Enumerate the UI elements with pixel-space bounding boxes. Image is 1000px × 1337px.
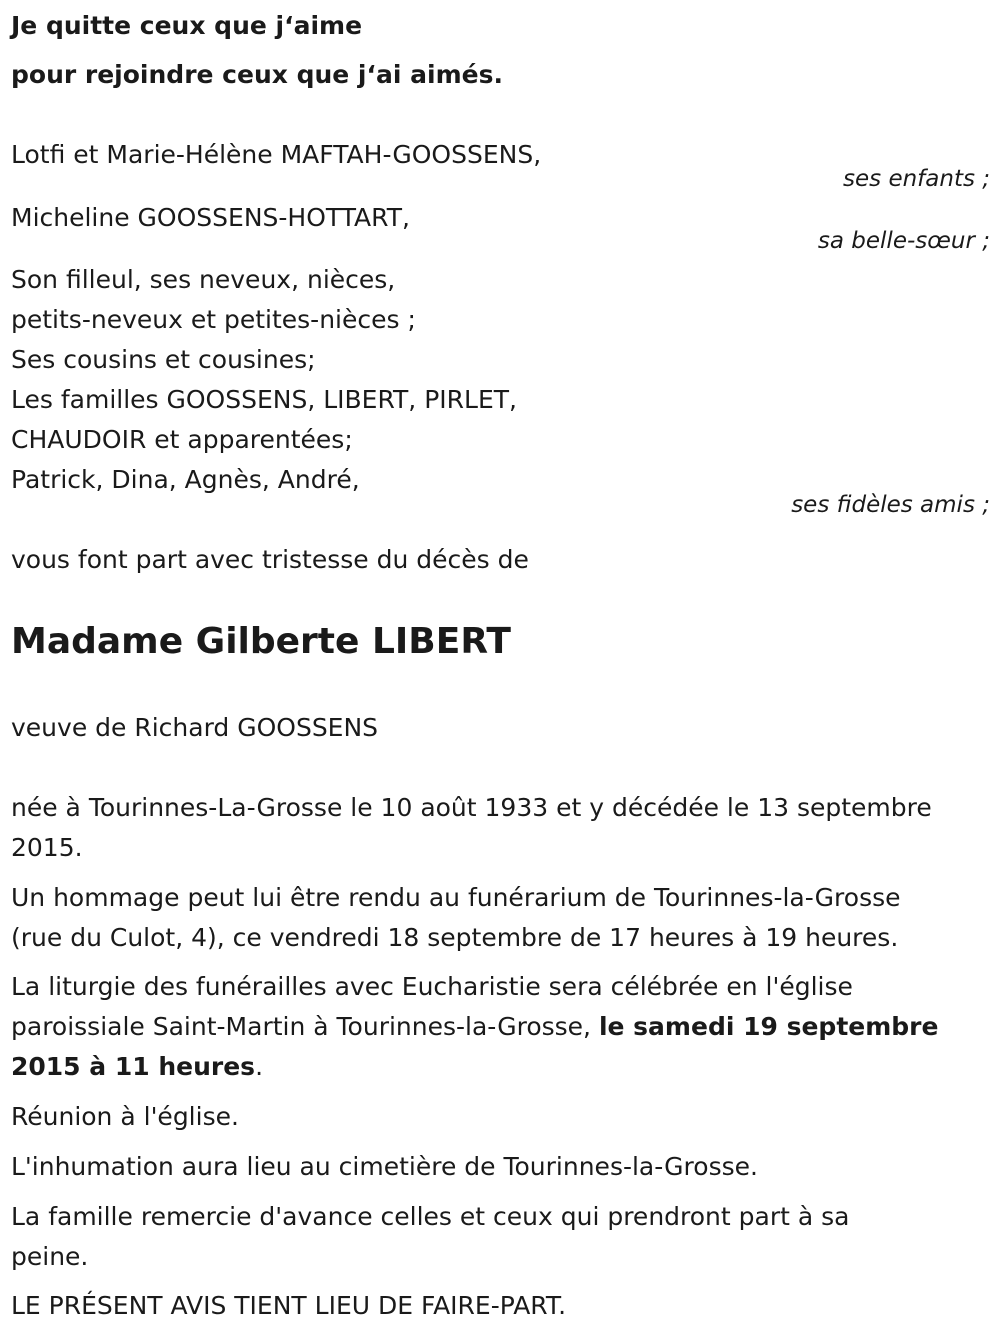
children-role: ses enfants ;	[843, 166, 990, 192]
birth-death-line-1: née à Tourinnes-La-Grosse le 10 août 1933 et y décédée le 13 septembre	[11, 793, 932, 822]
epigraph-line-1: Je quitte ceux que j‘aime	[11, 11, 363, 40]
deceased-name: Madame Gilberte LIBERT	[11, 621, 511, 662]
thanks-line-1: La famille remercie d'avance celles et ceux qui prendront part à sa	[11, 1202, 850, 1231]
widow-of: veuve de Richard GOOSSENS	[11, 713, 379, 742]
tribute-line-1: Un hommage peut lui être rendu au funérarium de Tourinnes-la-Grosse	[11, 883, 901, 912]
liturgy-line-1: La liturgie des funérailles avec Eucharistie sera célébrée en l'église	[11, 972, 853, 1001]
children-names: Lotfi et Marie-Hélène MAFTAH-GOOSSENS,	[11, 140, 542, 169]
burial-line: L'inhumation aura lieu au cimetière de Tourinnes-la-Grosse.	[11, 1152, 758, 1181]
thanks-line-2: peine.	[11, 1242, 89, 1271]
liturgy-date-bold: le samedi 19 septembre	[598, 1012, 939, 1041]
liturgy-line-2-text: paroissiale Saint-Martin à Tourinnes-la-Grosse,	[11, 1012, 599, 1041]
epigraph-line-2: pour rejoindre ceux que j‘ai aimés.	[11, 60, 503, 89]
liturgy-time-bold: 2015 à 11 heures	[11, 1052, 256, 1081]
liturgy-line-3-end: .	[255, 1052, 264, 1081]
relatives-line: Patrick, Dina, Agnès, André,	[11, 465, 360, 494]
relatives-line: CHAUDOIR et apparentées;	[11, 425, 353, 454]
sister-in-law-role: sa belle-sœur ;	[817, 228, 990, 254]
tribute-line-2: (rue du Culot, 4), ce vendredi 18 septembre de 17 heures à 19 heures.	[11, 923, 899, 952]
relatives-line: Son filleul, ses neveux, nièces,	[11, 265, 396, 294]
liturgy-line-2	[11, 1007, 938, 1047]
announcement: vous font part avec tristesse du décès de	[11, 545, 529, 574]
relatives-line: petits-neveux et petites-nièces ;	[11, 305, 416, 334]
friends-role: ses fidèles amis ;	[791, 492, 990, 518]
liturgy-line-3	[11, 1047, 263, 1087]
sister-in-law-name: Micheline GOOSSENS-HOTTART,	[11, 203, 410, 232]
relatives-line: Les familles GOOSSENS, LIBERT, PIRLET,	[11, 385, 517, 414]
notice-line: LE PRÉSENT AVIS TIENT LIEU DE FAIRE-PART.	[11, 1291, 567, 1320]
relatives-line: Ses cousins et cousines;	[11, 345, 316, 374]
meeting-line: Réunion à l'église.	[11, 1102, 239, 1131]
birth-death-line-2: 2015.	[11, 833, 83, 862]
